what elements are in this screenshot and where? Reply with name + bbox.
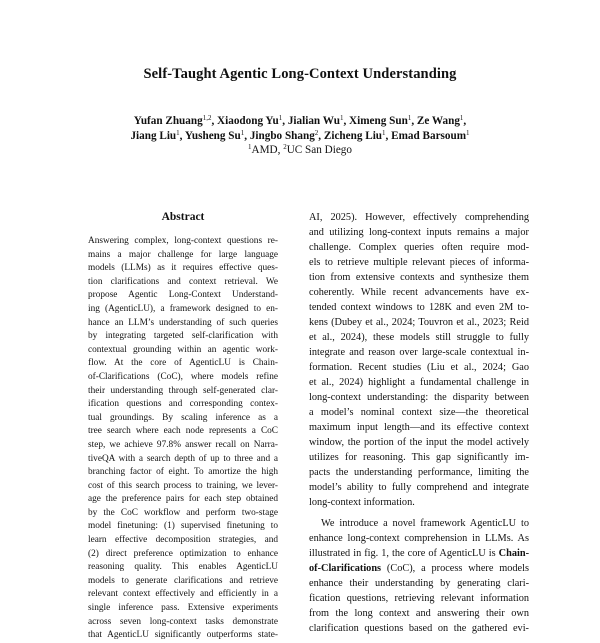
text-line: from the long context and answering their own: [309, 608, 529, 619]
text-line: tual groundings. By scaling inference as a: [88, 412, 278, 423]
author-affiliation-marker: 2: [314, 129, 319, 137]
author-affiliation-marker: 1: [407, 114, 412, 122]
text-line: model finetuning: (1) supervised finetuning to: [88, 521, 278, 532]
text-line: cost of this search process to training, we lever-: [88, 480, 278, 491]
text-line: long-context information.: [309, 497, 415, 508]
author-affiliation-marker: 1: [176, 129, 180, 137]
author-line-1: [80, 114, 520, 129]
text-line: pacts the understanding performance, limiting the: [309, 467, 529, 478]
author-list: [80, 114, 520, 144]
author-name: Yufan Zhuang: [133, 115, 203, 127]
affiliation-marker-2: 2: [283, 143, 287, 151]
author-separator: ,: [463, 115, 467, 127]
text-line: by integrating targeted self-clarification with: [88, 331, 278, 342]
author-separator: ,: [179, 130, 185, 142]
text-line: their understanding through self-generated clar-: [88, 385, 278, 396]
text-line: and utilizing long-context inputs remains a major: [309, 227, 529, 238]
text-line: utilizes for reasoning. This gap significantly im-: [309, 452, 529, 463]
text-line: [309, 546, 529, 561]
text-line: tion clarifications and context retrieval. We: [88, 276, 278, 287]
author-separator: ,: [411, 115, 417, 127]
author-name: Jiang Liu: [130, 130, 177, 142]
text-line: single inference pass. Extensive experiments: [88, 603, 278, 614]
text-line: by the CoC workflow and perform two-stage: [88, 507, 278, 518]
text-line: step, we achieve 97.8% answer recall on Narra-: [88, 439, 278, 450]
text-line: challenge. Complex queries often require mod-: [309, 242, 529, 253]
text-line: AI, 2025). However, effectively comprehending: [309, 212, 529, 223]
author-separator: ,: [282, 115, 288, 127]
author-name: Yusheng Su: [184, 130, 241, 142]
text-line: contextual grounding within an agentic work-: [88, 344, 278, 355]
text-line: tended context windows to 128K and even 2M to-: [309, 302, 529, 313]
affiliation-2: UC San Diego: [286, 144, 352, 156]
text-line: els to retrieve multiple relevant pieces of informa-: [309, 257, 529, 268]
intro-paragraph-2: [309, 516, 529, 636]
text-line: models (LLMs) as it requires effective ques-: [88, 263, 278, 274]
author-separator: ,: [244, 130, 250, 142]
text-line: formation. Recent studies (Liu et al., 2024; Gao: [309, 362, 529, 373]
author-affiliation-marker: 1: [382, 129, 386, 137]
text-line: long-context understanding: the disparity between: [309, 392, 529, 403]
text-line: et al., 2024) highlight a fundamental challenge in: [309, 377, 529, 388]
paper-title: Self-Taught Agentic Long-Context Understanding: [143, 66, 457, 82]
text-line: of-Clarifications (CoC), where models refine: [88, 371, 278, 382]
author-name: Jialian Wu: [287, 115, 340, 127]
chain-of-clarifications-term: Chain-: [498, 548, 529, 559]
author-affiliation-marker: 1: [459, 114, 464, 122]
author-separator: ,: [343, 115, 350, 127]
text-line: ification questions and corresponding contex-: [88, 399, 278, 410]
text-line: relevant context effectively and efficiently in a: [88, 589, 278, 600]
author-name: Jingbo Shang: [249, 130, 315, 142]
text-line: [309, 561, 529, 576]
author-line-2: [80, 129, 520, 144]
text-run: (CoC), a process where models: [381, 563, 529, 574]
text-line: flow. At the core of AgenticLU is Chain-: [88, 358, 278, 369]
text-line: We introduce a novel framework AgenticLU to: [321, 518, 529, 529]
text-line: window, the portion of the input the model actively: [309, 437, 529, 448]
author-affiliation-marker: 1: [278, 114, 283, 122]
text-line: a model’s nominal context size—the theoretical: [309, 407, 529, 418]
affiliations: [0, 144, 600, 156]
intro-paragraph-1: [309, 210, 529, 510]
text-line: models to generate clarifications and retrieve: [88, 575, 278, 586]
text-line: propose Agentic Long-Context Understand-: [88, 290, 278, 301]
author-separator: ,: [318, 130, 324, 142]
author-name: Emad Barsoum: [391, 130, 467, 142]
author-affiliation-marker: 1: [466, 129, 470, 137]
author-separator: ,: [211, 115, 218, 127]
affiliation-marker-1: 1: [248, 143, 252, 151]
text-line: tiveQA with a search depth of up to three and a: [88, 453, 278, 464]
author-name: Ximeng Sun: [349, 115, 408, 127]
abstract-body: [88, 235, 278, 643]
text-line: clarification questions based on the gathered evi-: [309, 623, 529, 634]
intro-paragraph-2-rest: [309, 576, 529, 636]
text-line: hance an LLM’s understanding of such queries: [88, 317, 278, 328]
author-affiliation-marker: 1,2: [202, 114, 212, 122]
author-affiliation-marker: 1: [339, 114, 344, 122]
abstract-heading: Abstract: [161, 211, 205, 223]
chain-of-clarifications-term-cont: of-Clarifications: [309, 563, 382, 574]
text-line: branching factor of eight. To amortize the high: [88, 467, 278, 478]
text-line: tree search where each node represents a CoC: [88, 426, 278, 437]
text-line: maximum input length—and its effective context: [309, 422, 529, 433]
text-line: age the preference pairs for each step obtained: [88, 494, 278, 505]
text-run: illustrated in fig. 1, the core of AgenticLU is: [309, 548, 499, 559]
author-name: Ze Wang: [416, 115, 460, 127]
text-line: integrate and reason over large-scale contextual in-: [309, 347, 529, 358]
author-name: Zicheng Liu: [323, 130, 383, 142]
text-line: enhance their understanding by generating clari-: [309, 578, 529, 589]
author-name: Xiaodong Yu: [217, 115, 279, 127]
text-line: et al., 2024), these models still struggle to fully: [309, 332, 529, 343]
text-line: coherently. While recent advancements have ex-: [309, 287, 529, 298]
text-line: that AgenticLU significantly outperforms state-: [88, 630, 278, 641]
right-column: [309, 210, 529, 636]
text-line: model’s ability to fully comprehend and integrate: [309, 482, 529, 493]
text-line: Answering complex, long-context questions re-: [88, 236, 278, 246]
text-line: ing (AgenticLU), a framework designed to en-: [88, 303, 278, 314]
text-line: tion from extensive contexts and synthesize them: [309, 272, 529, 283]
text-line: mains a major challenge for large language: [88, 249, 278, 260]
text-line: learn effective decomposition strategies, and: [88, 535, 278, 546]
text-line: reasoning quality. This enables AgenticLU: [88, 562, 278, 573]
text-line: across seven long-context tasks demonstrate: [88, 616, 278, 627]
text-line: kens (Dubey et al., 2024; Touvron et al., 2023; Reid: [309, 317, 529, 328]
author-affiliation-marker: 1: [240, 129, 245, 137]
text-line: enhance long-context comprehension in LLMs. As: [309, 533, 529, 544]
text-line: (2) direct preference optimization to enhance: [88, 548, 278, 559]
author-separator: ,: [385, 130, 392, 142]
affiliation-1: AMD,: [251, 144, 284, 156]
text-line: fication questions, retrieving relevant information: [309, 593, 529, 604]
